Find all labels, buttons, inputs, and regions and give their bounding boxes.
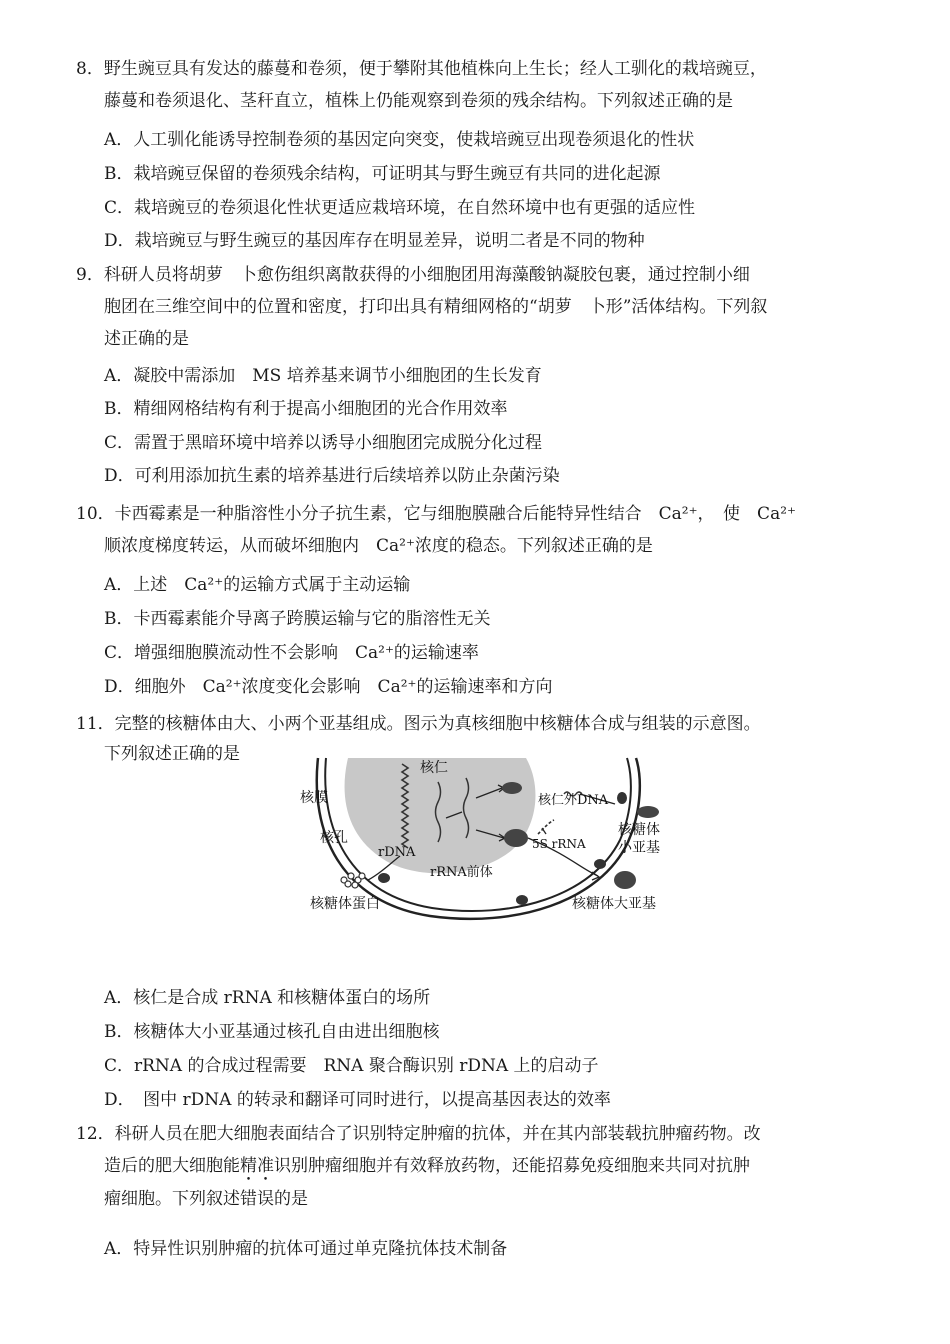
q8-option-a: A．人工驯化能诱导控制卷须的基因定向突变，使栽培豌豆出现卷须退化的性状: [104, 130, 695, 150]
q9-stem-line3: 述正确的是: [104, 329, 189, 349]
q8-stem-line2: 藤蔓和卷须退化、茎秆直立，植株上仍能观察到卷须的残余结构。下列叙述正确的是: [104, 91, 733, 111]
nuclear-pore: [516, 895, 528, 905]
q12-emphasis-char-2: 误: [257, 1189, 274, 1209]
q12-stem-line2: 造后的肥大细胞能精准识别肿瘤细胞并有效释放药物，还能招募免疫细胞来共同对抗肿: [104, 1156, 750, 1176]
label-large-subunit: 核糖体大亚基: [572, 896, 656, 912]
nuclear-pore: [617, 792, 627, 804]
q9-option-c: C．需置于黑暗环境中培养以诱导小细胞团完成脱分化过程: [104, 433, 543, 453]
ribosome-assembly-figure: [280, 752, 700, 952]
q10-option-d: D．细胞外 Ca²⁺浓度变化会影响 Ca²⁺的运输速率和方向: [104, 677, 553, 697]
label-ribosomal-protein: 核糖体蛋白: [310, 896, 380, 912]
q10-option-c: C．增强细胞膜流动性不会影响 Ca²⁺的运输速率: [104, 643, 479, 663]
q11-stem-line1: 11．完整的核糖体由大、小两个亚基组成。图示为真核细胞中核糖体合成与组装的示意图。: [76, 714, 761, 734]
rrna-5s-dash: [538, 820, 554, 834]
ribosome-subunit-icon: [502, 782, 522, 794]
q9-option-a: A．凝胶中需添加 MS 培养基来调节小细胞团的生长发育: [104, 366, 542, 386]
label-small-subunit-1: 核糖体: [618, 822, 660, 838]
q11-option-d: D． 图中 rDNA 的转录和翻译可同时进行，以提高基因表达的效率: [104, 1090, 611, 1110]
nuclear-pore: [594, 859, 606, 869]
q8-option-c: C．栽培豌豆的卷须退化性状更适应栽培环境，在自然环境中也有更强的适应性: [104, 198, 696, 218]
q12-stem-line3-after: 的是: [274, 1189, 308, 1209]
label-nuclear-pore: 核孔: [320, 830, 348, 846]
label-small-subunit-2: 小亚基: [618, 840, 660, 856]
label-nuclear-membrane: 核膜: [300, 790, 328, 806]
q9-stem-line1: 9．科研人员将胡萝 卜愈伤组织离散获得的小细胞团用海藻酸钠凝胶包裹，通过控制小细: [76, 265, 750, 285]
label-extranucleolar-dna: 核仁外DNA: [538, 793, 609, 808]
label-5s-rrna: 5S rRNA: [532, 837, 586, 851]
ribosome-subunit-icon: [504, 829, 528, 847]
label-rrna-precursor: rRNA前体: [430, 865, 493, 880]
q10-option-b: B．卡西霉素能介导离子跨膜运输与它的脂溶性无关: [104, 609, 491, 629]
q11-option-c: C．rRNA 的合成过程需要 RNA 聚合酶识别 rDNA 上的启动子: [104, 1056, 599, 1076]
q9-option-d: D．可利用添加抗生素的培养基进行后续培养以防止杂菌污染: [104, 466, 560, 486]
label-nucleolus: 核仁: [420, 760, 448, 776]
q8-option-b: B．栽培豌豆保留的卷须残余结构，可证明其与野生豌豆有共同的进化起源: [104, 164, 661, 184]
q11-option-b: B．核糖体大小亚基通过核孔自由进出细胞核: [104, 1022, 440, 1042]
q12-stem-line1: 12．科研人员在肥大细胞表面结合了识别特定肿瘤的抗体，并在其内部装载抗肿瘤药物。改: [76, 1124, 761, 1144]
large-subunit-icon: [614, 871, 636, 889]
q12-emphasis-char-1: 错: [240, 1189, 257, 1209]
small-subunit-icon: [637, 806, 659, 818]
q9-stem-line2: 胞团在三维空间中的位置和密度，打印出具有精细网格的“胡萝 卜形”活体结构。下列叙: [104, 297, 768, 317]
label-rdna: rDNA: [378, 845, 416, 860]
q10-stem-line1: 10．卡西霉素是一种脂溶性小分子抗生素，它与细胞膜融合后能特异性结合 Ca²⁺， 使 Ca²⁺: [76, 504, 796, 524]
q9-option-b: B．精细网格结构有利于提高小细胞团的光合作用效率: [104, 399, 508, 419]
q12-stem-line3: [104, 1187, 308, 1211]
q12-stem-line3-before: 瘤细胞。下列叙述: [104, 1189, 240, 1209]
nuclear-pore: [378, 873, 390, 883]
q8-option-d: D．栽培豌豆与野生豌豆的基因库存在明显差异，说明二者是不同的物种: [104, 231, 645, 251]
q11-stem-line2: 下列叙述正确的是: [104, 744, 240, 764]
q12-option-a: A．特异性识别肿瘤的抗体可通过单克隆抗体技术制备: [104, 1239, 508, 1259]
q10-stem-line2: 顺浓度梯度转运，从而破坏细胞内 Ca²⁺浓度的稳态。下列叙述正确的是: [104, 536, 653, 556]
q8-stem-line1: 8．野生豌豆具有发达的藤蔓和卷须，便于攀附其他植株向上生长；经人工驯化的栽培豌豆，: [76, 59, 767, 79]
q10-option-a: A．上述 Ca²⁺的运输方式属于主动运输: [104, 575, 411, 595]
q11-option-a: A．核仁是合成 rRNA 和核糖体蛋白的场所: [104, 988, 431, 1008]
